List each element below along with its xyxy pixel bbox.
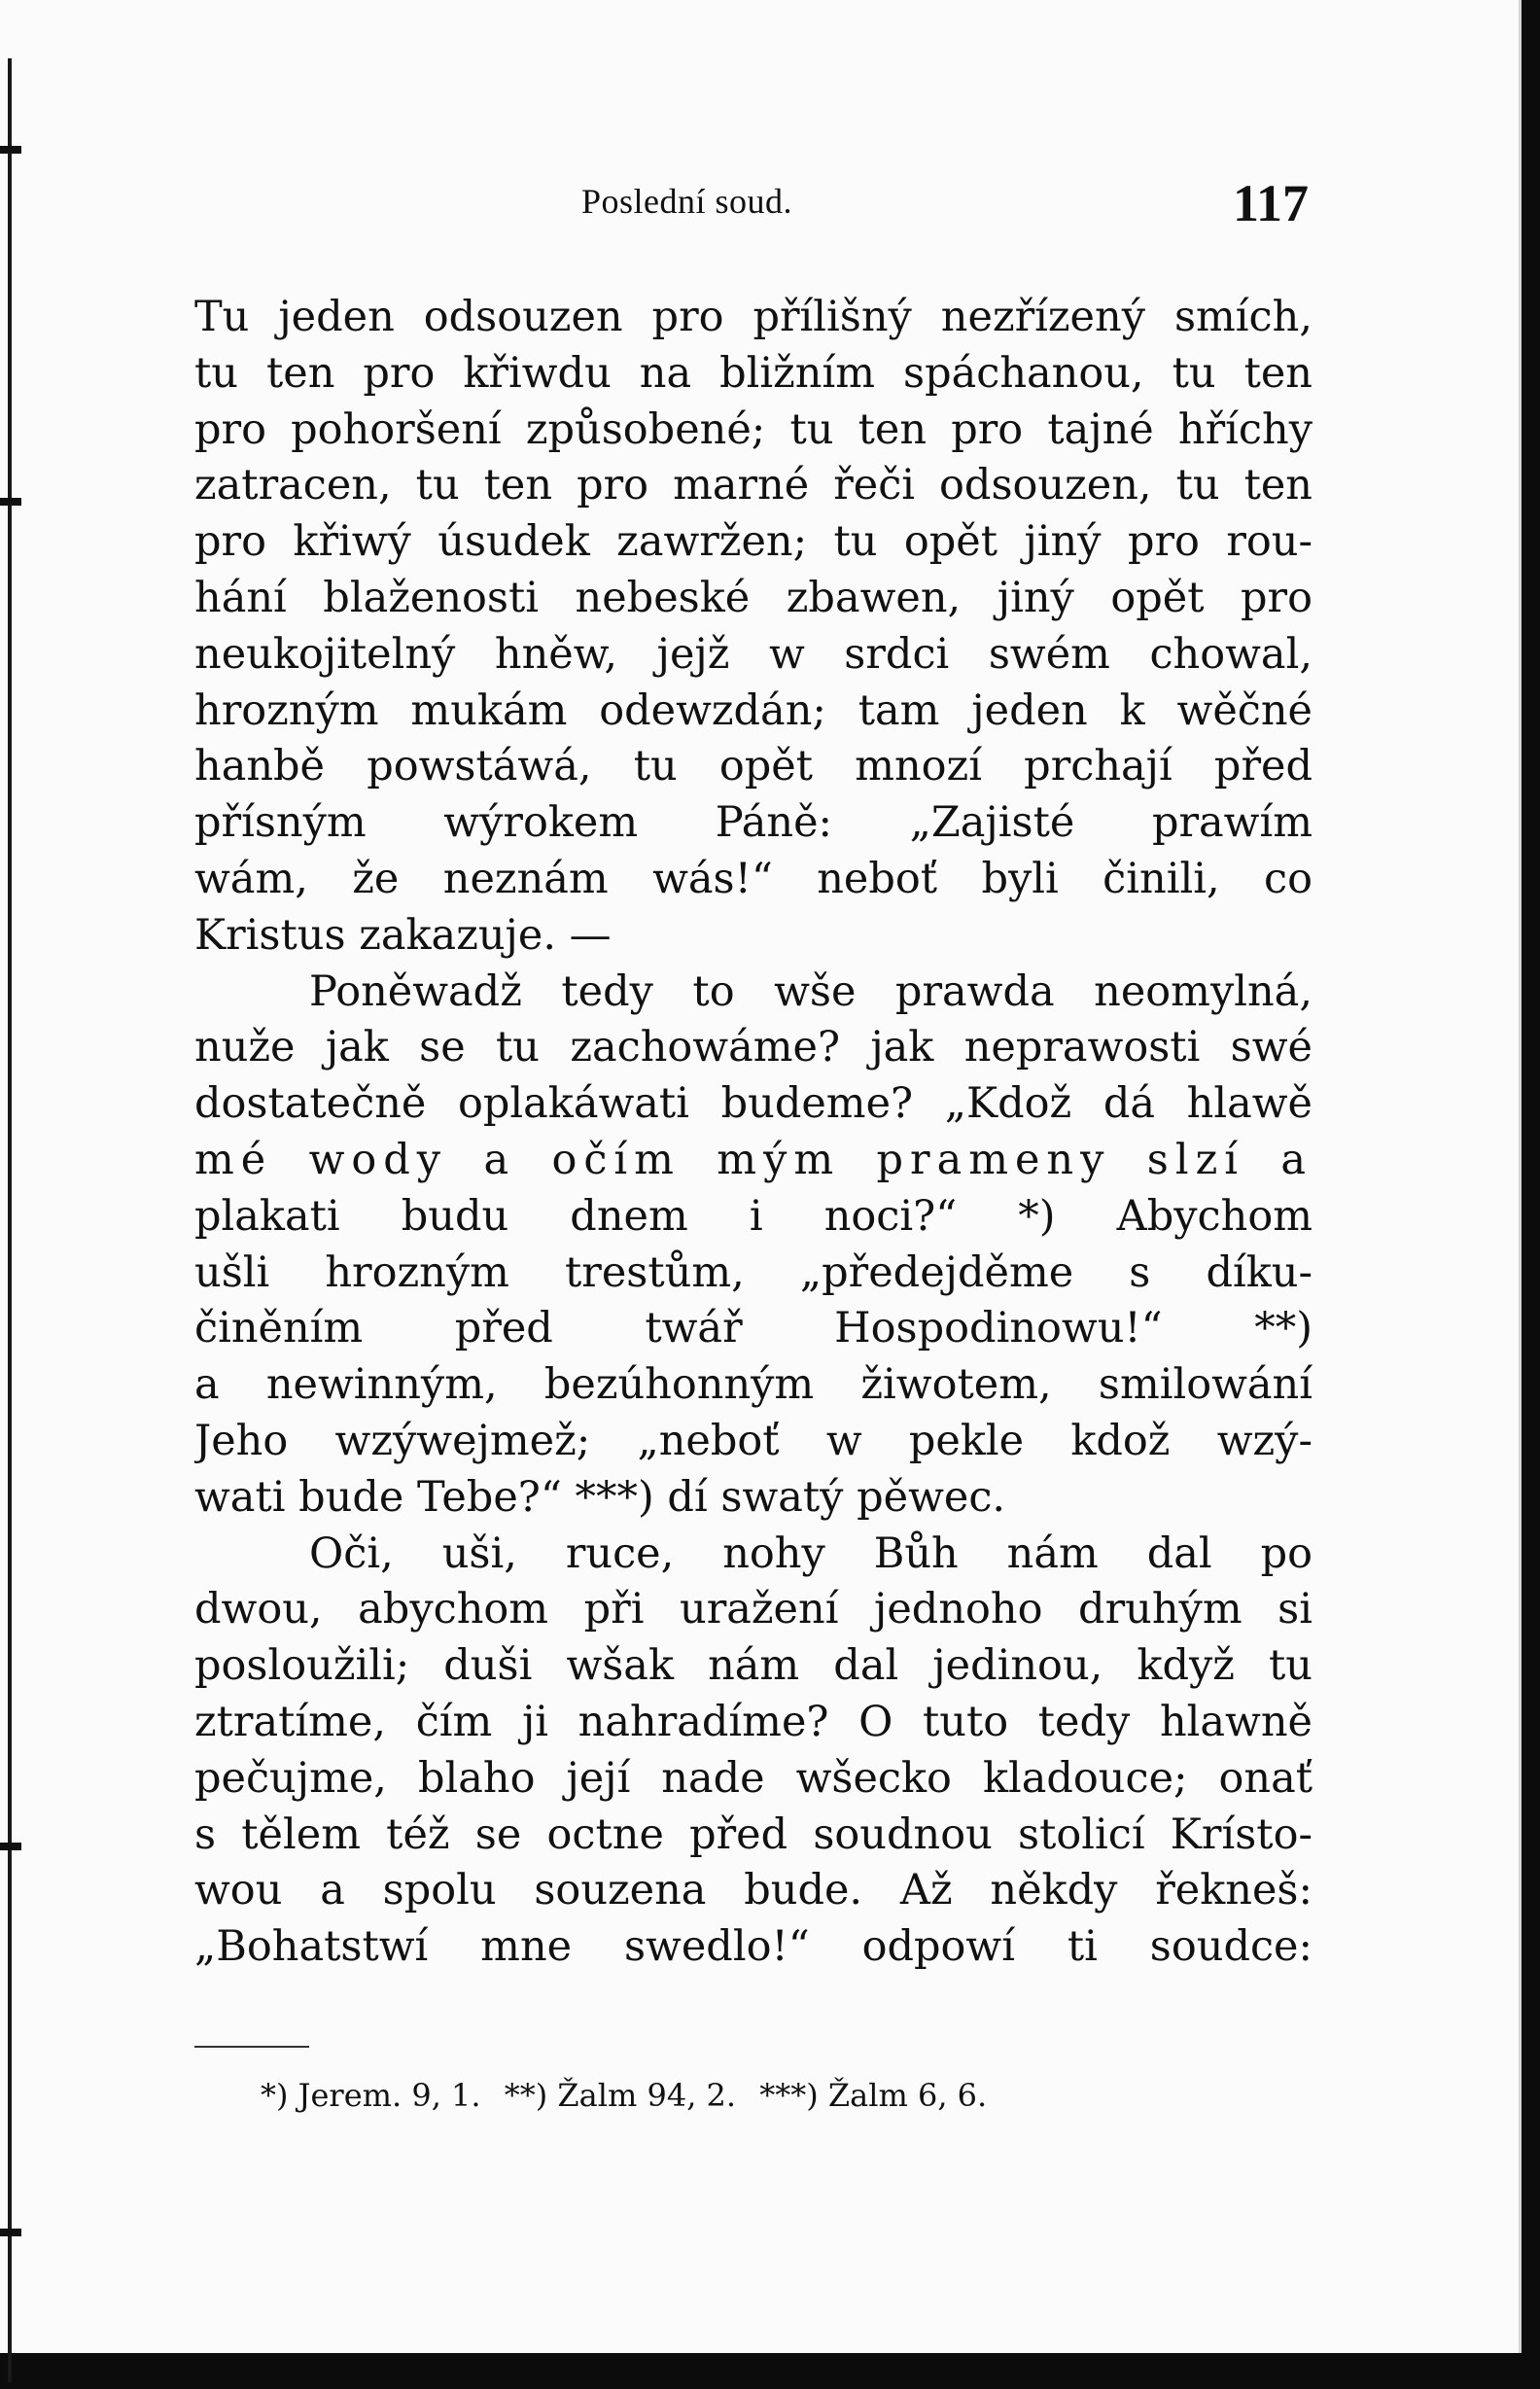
text-line: s tělem též se octne před soudnou stolicí Krísto- — [194, 1809, 1312, 1859]
text-line: pro křiwý úsudek zawržen; tu opět jiný pro rou- — [194, 517, 1312, 567]
binding-edge — [8, 58, 12, 2382]
text-line: zatracen, tu ten pro marné řeči odsouzen, tu ten — [194, 461, 1312, 510]
text-line: Kristus zakazuje. — — [194, 910, 612, 960]
text-line: ztratíme, čím ji nahradíme? O tuto tedy hlawně — [194, 1697, 1312, 1746]
text-line: činěním před twář Hospodinowu!“ **) — [194, 1304, 1312, 1353]
running-title: Poslední soud. — [581, 182, 793, 221]
text-line: hrozným mukám odewzdán; tam jeden k wěčné — [194, 685, 1312, 735]
text-line: tu ten pro křiwdu na bližním spáchanou, tu ten — [194, 348, 1312, 398]
text-line: mé wody a očím mým prameny slzí a — [194, 1135, 1312, 1184]
paragraph-start: Oči, uši, ruce, nohy Bůh nám dal po — [309, 1528, 1312, 1578]
text-line: přísným wýrokem Páně: „Zajisté prawím — [194, 798, 1312, 848]
text-line: dostatečně oplakáwati budeme? „Kdož dá hlawě — [194, 1079, 1312, 1129]
footnotes — [261, 2077, 1000, 2114]
text-line: Tu jeden odsouzen pro přílišný nezřízený smích, — [194, 293, 1312, 341]
text-line: wou a spolu souzena bude. Až někdy řekneš: — [194, 1866, 1312, 1915]
body-text — [194, 290, 1312, 1976]
binding-notch — [0, 2229, 21, 2236]
text-line: pečujme, blaho její nade wšecko kladouce; onať — [194, 1753, 1312, 1803]
footnote: **) Žalm 94, 2. — [504, 2077, 737, 2114]
text-line: plakati budu dnem i noci?“ *) Abychom — [194, 1191, 1312, 1241]
text-line: hanbě powstáwá, tu opět mnozí prchají před — [194, 742, 1312, 791]
binding-notch — [0, 146, 21, 154]
text-line: Jeho wzýwejmež; „neboť w pekle kdož wzý- — [194, 1416, 1312, 1465]
binding-notch — [0, 1843, 21, 1850]
text-line: „Bohatstwí mne swedlo!“ odpowí ti soudce: — [194, 1922, 1312, 1972]
text-line: neukojitelný hněw, jejž w srdci swém chowal, — [194, 629, 1312, 679]
footnote: *) Jerem. 9, 1. — [261, 2077, 481, 2114]
text-line: posloužili; duši wšak nám dal jedinou, když tu — [194, 1641, 1312, 1691]
paragraph-start: Poněwadž tedy to wše prawda neomylná, — [309, 966, 1312, 1016]
text-line: dwou, abychom při uražení jednoho druhým si — [194, 1585, 1312, 1634]
binding-notch — [0, 498, 21, 506]
text-line: ušli hrozným trestům, „předejděme s díku- — [194, 1247, 1312, 1297]
page-number: 117 — [1232, 174, 1309, 232]
text-line: pro pohoršení způsobené; tu ten pro tajné hříchy — [194, 404, 1312, 454]
footnote-rule — [194, 2046, 309, 2048]
text-line: a newinným, bezúhonným žiwotem, smilowání — [194, 1360, 1312, 1410]
text-line: nuže jak se tu zachowáme? jak neprawosti swé — [194, 1023, 1312, 1072]
text-line: wati bude Tebe?“ ***) dí swatý pěwec. — [194, 1472, 1006, 1522]
text-line: wám, že neznám wás!“ neboť byli činili, co — [194, 854, 1312, 903]
text-line: hání blaženosti nebeské zbawen, jiný opět pro — [194, 573, 1312, 622]
footnote: ***) Žalm 6, 6. — [759, 2077, 988, 2114]
